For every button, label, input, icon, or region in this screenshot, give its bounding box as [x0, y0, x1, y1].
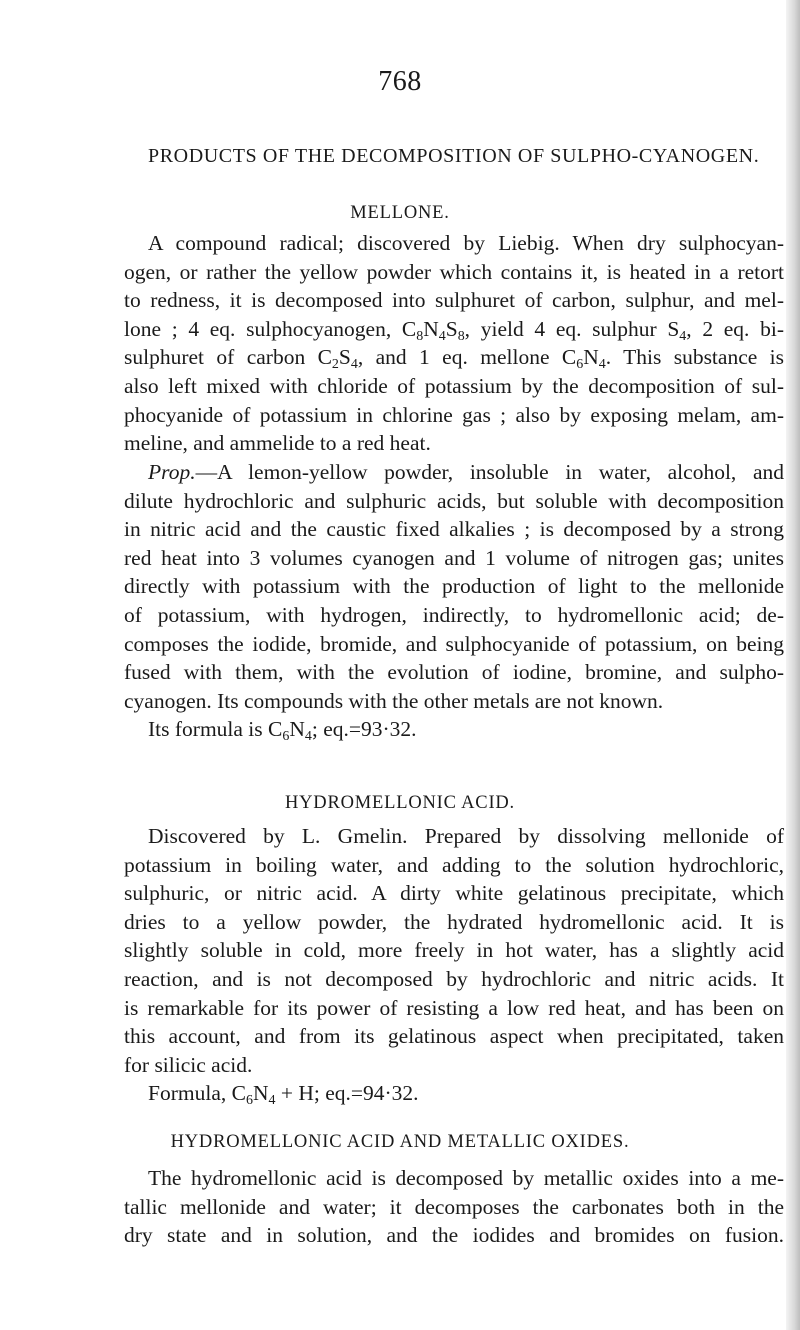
section-heading-mellone: MELLONE. [350, 203, 450, 223]
running-head: PRODUCTS OF THE DECOMPOSITION OF SULPHO-CYANOGEN. [148, 145, 760, 167]
text-line: sulphuric, or nitric acid. A dirty white gelatinous precipitate, which [124, 881, 784, 906]
text-line: also left mixed with chloride of potassium by the decomposition of sul- [124, 373, 784, 398]
hydromellonic-paragraph [124, 822, 784, 1108]
text-line: cyanogen. Its compounds with the other metals are not known. [124, 688, 664, 713]
text-line: is remarkable for its power of resisting a low red heat, and has been on [124, 995, 784, 1020]
text-line: A compound radical; discovered by Liebig. When dry sulphocyan- [148, 231, 784, 255]
prop-first-line [124, 458, 784, 487]
text-line: meline, and ammelide to a red heat. [124, 431, 431, 456]
text-line-formula: lone ; 4 eq. sulphocyanogen, $C_8N_4S_8$, yield 4 eq. sulphur $S_4$, 2 eq. bi- [124, 316, 784, 344]
text-line: dry state and in solution, and the iodides and bromides on fusion. [124, 1223, 784, 1248]
text-line: of potassium, with hydrogen, indirectly, to hydromellonic acid; de- [124, 602, 784, 627]
page-number: 768 [378, 66, 422, 97]
text-line: phocyanide of potassium in chlorine gas ; also by exposing melam, am- [124, 402, 784, 427]
text-line: directly with potassium with the production of light to the mellonide [124, 574, 784, 599]
text-line: Discovered by L. Gmelin. Prepared by dissolving mellonide of [148, 824, 784, 848]
text-line: for silicic acid. [124, 1052, 253, 1077]
prop-paragraph [124, 458, 784, 744]
text-line: in nitric acid and the caustic fixed alkalies ; is decomposed by a strong [124, 517, 784, 542]
text-line: fused with them, with the evolution of iodine, bromine, and sulpho- [124, 660, 784, 685]
text-line-formula: sulphuret of carbon $C_2S_4$, and 1 eq. mellone $C_6N_4$. This substance is [124, 345, 785, 373]
formula-line-mellone: Its formula is $C_6N_4$; eq.=93·32. [148, 717, 417, 745]
text-line: to redness, it is decomposed into sulphuret of carbon, sulphur, and mel- [124, 288, 784, 313]
formula-line-hydromellonic: Formula, $C_6N_4 + H$; eq.=94·32. [148, 1081, 419, 1109]
metallic-oxides-paragraph [124, 1164, 784, 1250]
prop-line-text: —A lemon-yellow powder, insoluble in water, alcohol, and [195, 460, 784, 484]
mellone-paragraph [124, 229, 784, 458]
text-line: slightly soluble in cold, more freely in hot water, has a slightly acid [124, 938, 784, 963]
text-line: potassium in boiling water, and adding to the solution hydrochloric, [124, 852, 784, 877]
text-line: tallic mellonide and water; it decomposes the carbonates both in the [124, 1194, 784, 1219]
text-line: red heat into 3 volumes cyanogen and 1 volume of nitrogen gas; unites [124, 545, 784, 570]
section-heading-hydromellonic-acid: HYDROMELLONIC ACID. [284, 793, 515, 813]
text-line: The hydromellonic acid is decomposed by metallic oxides into a me- [148, 1166, 784, 1190]
text-line: composes the iodide, bromide, and sulphocyanide of potassium, on being [124, 631, 784, 656]
section-heading-metallic-oxides: HYDROMELLONIC ACID AND METALLIC OXIDES. [170, 1132, 630, 1152]
text-line: reaction, and is not decomposed by hydrochloric and nitric acids. It [124, 966, 784, 991]
text-line: dilute hydrochloric and sulphuric acids, but soluble with decomposition [124, 488, 784, 513]
text-line: this account, and from its gelatinous aspect when precipitated, taken [124, 1024, 784, 1049]
text-line: ogen, or rather the yellow powder which contains it, is heated in a retort [124, 259, 784, 284]
text-line: dries to a yellow powder, the hydrated hydromellonic acid. It is [124, 909, 784, 934]
page-edge-shadow [786, 0, 800, 1330]
prop-label: Prop. [148, 460, 196, 484]
